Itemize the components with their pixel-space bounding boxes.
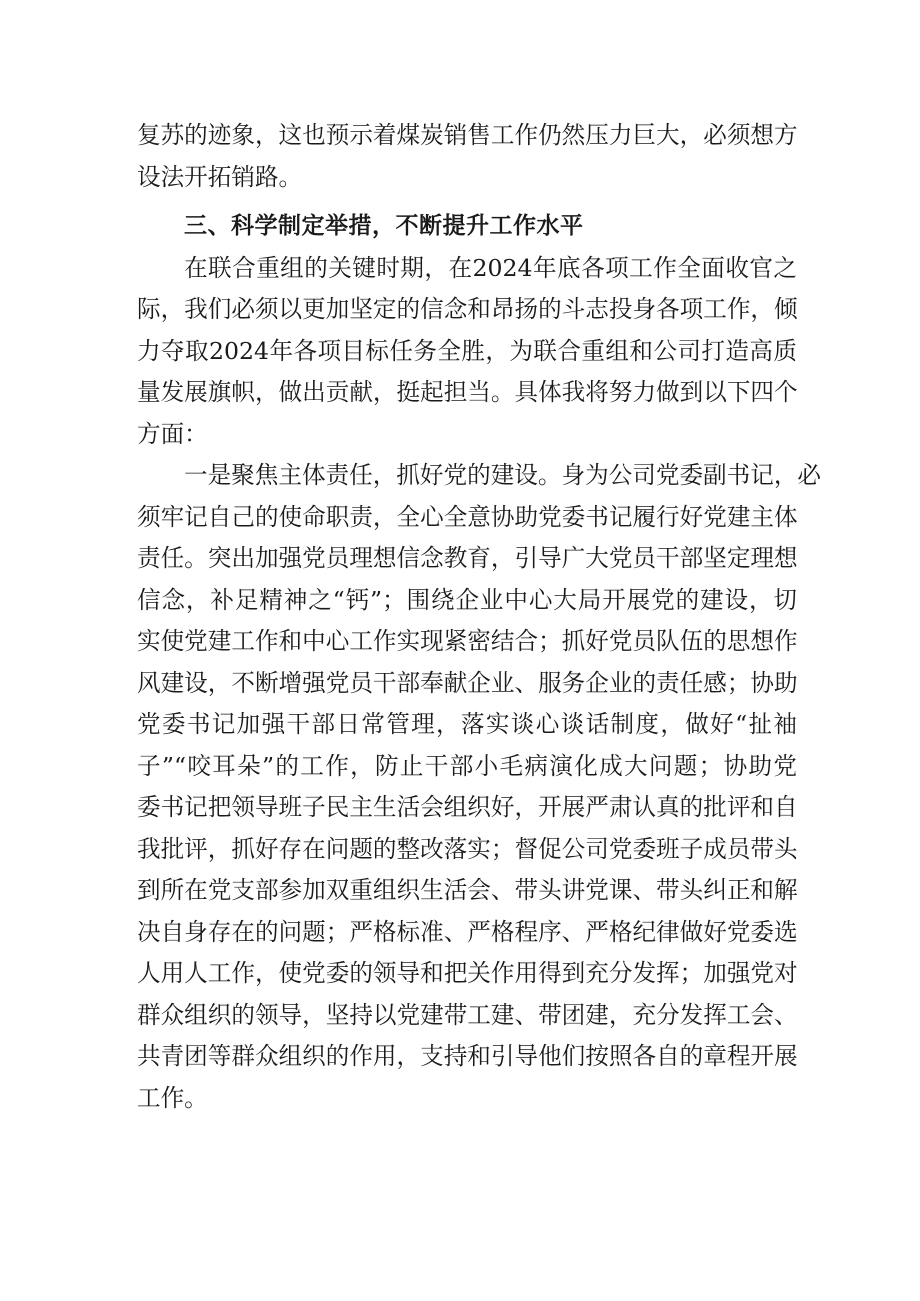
text-line: 委书记把领导班子民主生活会组织好，开展严肃认真的批评和自 [137,793,798,821]
text-line: 际，我们必须以更加坚定的信念和昂扬的斗志投身各项工作，倾 [137,295,798,323]
text-line: 设法开拓销路。 [137,162,303,191]
text-line: 责任。突出加强党员理想信念教育，引导广大党员干部坚定理想 [137,544,798,572]
text-line: 党委书记加强干部日常管理，落实谈心谈话制度，做好“扯袖 [137,710,797,738]
text-line: 信念，补足精神之“钙”；围绕企业中心大局开展党的建设，切 [137,585,797,614]
text-line: 子”“咬耳朵”的工作，防止干部小毛病演化成大问题；协助党 [137,751,797,780]
section-heading: 三、科学制定举措，不断提升工作水平 [184,213,584,239]
text-line: 在联合重组的关键时期，在2024年底各项工作全面收官之 [184,253,797,282]
text-line: 力夺取2024年各项目标任务全胜，为联合重组和公司打造高质 [137,336,797,365]
paragraph-2 [137,455,822,1119]
text-line: 须牢记自己的使命职责，全心全意协助党委书记履行好党建主体 [137,502,798,531]
text-line: 到所在党支部参加双重组织生活会、带头讲党课、带头纠正和解 [137,876,798,904]
text-line: 一是聚焦主体责任，抓好党的建设。身为公司党委副书记，必 [184,461,822,489]
text-line: 共青团等群众组织的作用，支持和引导他们按照各自的章程开展 [137,1042,798,1070]
document-page [137,115,822,1119]
paragraph-1 [137,248,797,456]
text-line: 实使党建工作和中心工作实现紧密结合；抓好党员队伍的思想作 [137,627,798,655]
text-line: 群众组织的领导，坚持以党建带工建、带团建，充分发挥工会、 [137,1000,798,1029]
text-line: 量发展旗帜，做出贡献，挺起担当。具体我将努力做到以下四个 [137,378,798,406]
text-line: 风建设，不断增强党员干部奉献企业、服务企业的责任感；协助 [137,668,798,697]
text-line: 决自身存在的问题；严格标准、严格程序、严格纪律做好党委选 [137,917,798,946]
intro-paragraph [137,115,797,198]
text-line: 复苏的迹象，这也预示着煤炭销售工作仍然压力巨大，必须想方 [137,121,798,149]
text-line: 工作。 [137,1083,208,1112]
text-line: 我批评，抓好存在问题的整改落实；督促公司党委班子成员带头 [137,834,798,863]
text-line: 方面： [137,419,208,448]
text-line: 人用人工作，使党委的领导和把关作用得到充分发挥；加强党对 [137,959,798,987]
